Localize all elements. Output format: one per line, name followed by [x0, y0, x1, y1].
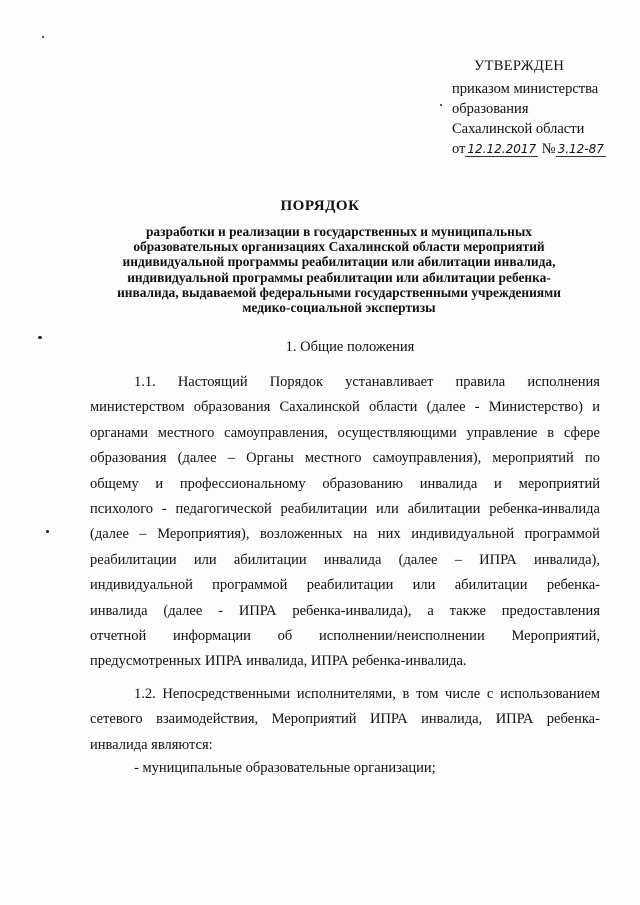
approval-line: образования	[452, 101, 529, 117]
document-title: ПОРЯДОК	[280, 198, 360, 214]
scan-speck	[38, 336, 42, 339]
paragraph-line: органами местного самоуправления, осуществляющими управление в сфере	[90, 424, 600, 441]
paragraph-line: общему и профессиональному образованию инвалида и мероприятий	[90, 475, 600, 492]
paragraph-line: 1.1. Настоящий Порядок устанавливает правила исполнения	[134, 374, 600, 390]
document-subtitle: разработки и реализации в государственных и муниципальных образовательных организациях Сахалинской области мероприятий индивидуальной программы реабилитации или абилитации инвалида, индивидуальной программы реабилитации или абилитации ребенка-инвалида, выдаваемой федеральными государственными учреждениями медико-социальной экспертизы	[117, 224, 561, 316]
scan-speck	[440, 104, 442, 106]
handwritten-number: 3.12-87	[557, 142, 604, 156]
approval-date-line	[452, 139, 606, 159]
paragraph-line: отчетной информации об исполнении/неисполнении Мероприятий,	[90, 627, 600, 644]
approval-line: Сахалинской области	[452, 121, 585, 137]
paragraph-line: реабилитации или абилитации инвалида (далее – ИПРА инвалида),	[90, 551, 600, 568]
paragraph-line: психолого - педагогической реабилитации или абилитации ребенка-инвалида	[90, 500, 600, 517]
paragraph-line: 1.2. Непосредственными исполнителями, в том числе с использованием	[134, 686, 600, 702]
paragraph-line: образования (далее – Органы местного самоуправления), мероприятий по	[90, 450, 600, 467]
approval-heading: УТВЕРЖДЕН	[474, 58, 565, 74]
paragraph-line: индивидуальной программой реабилитации или абилитации ребенка-	[90, 577, 600, 594]
paragraph-line: инвалида (далее - ИПРА ребенка-инвалида), а также предоставления	[90, 602, 600, 619]
scan-speck	[46, 530, 49, 533]
section-heading: 1. Общие положения	[285, 339, 415, 355]
scan-speck	[42, 36, 44, 38]
paragraph-line: (далее – Мероприятия), возложенных на них индивидуальной программой	[90, 526, 600, 543]
handwritten-date: 12.12.2017	[467, 142, 537, 156]
date-prefix: от	[452, 141, 466, 157]
paragraph-1-1	[90, 370, 600, 675]
paragraph-line: министерством образования Сахалинской области (далее - Министерство) и	[90, 399, 600, 416]
list-item: - муниципальные образовательные организации;	[134, 760, 436, 776]
approval-block	[452, 56, 606, 159]
approval-line: приказом министерства	[452, 81, 599, 97]
paragraph-line: инвалида являются:	[90, 736, 213, 753]
number-prefix: №	[541, 141, 556, 157]
paragraph-line: предусмотренных ИПРА инвалида, ИПРА ребенка-инвалида.	[90, 653, 467, 670]
paragraph-1-2	[90, 682, 600, 758]
paragraph-line: сетевого взаимодействия, Мероприятий ИПРА инвалида, ИПРА ребенка-	[90, 711, 600, 728]
